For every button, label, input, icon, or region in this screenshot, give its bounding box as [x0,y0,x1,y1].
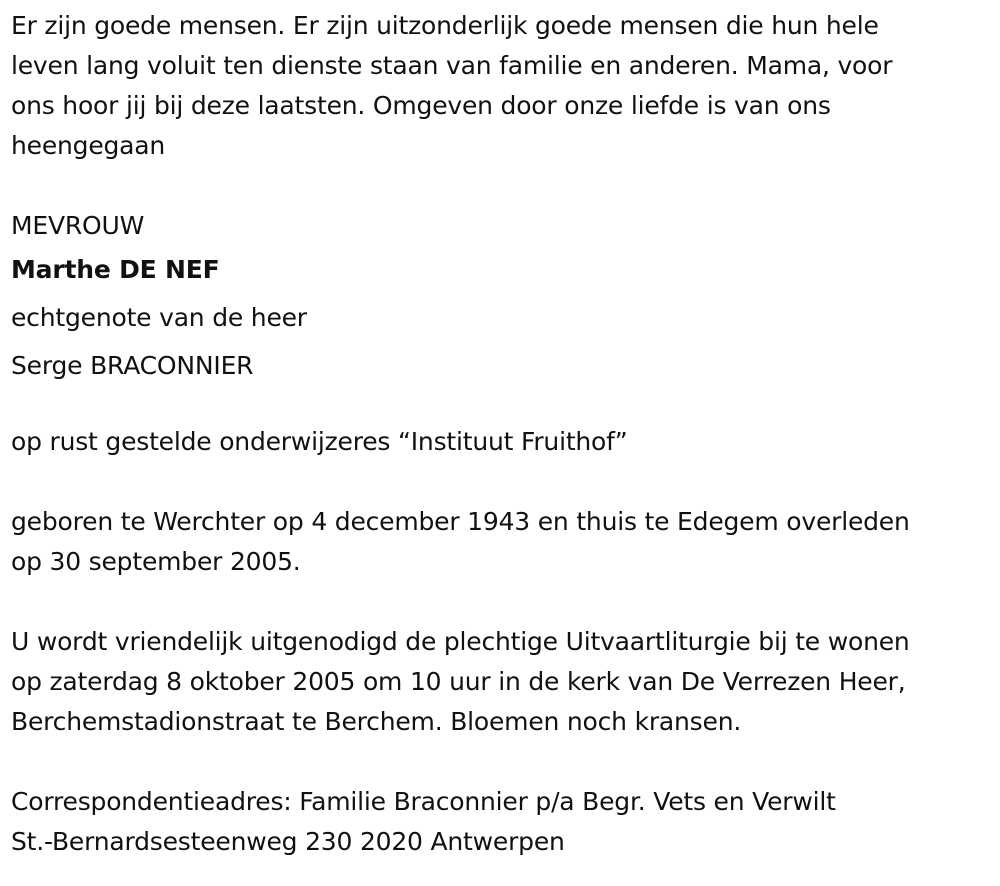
birth-death-line: geboren te Werchter op 4 december 1943 en thuis te Edegem overleden [11,507,910,536]
honorific: MEVROUW [11,211,145,240]
spouse-name: Serge BRACONNIER [11,351,254,380]
death-notice [11,6,996,862]
deceased-block [11,206,996,390]
ceremony-line: U wordt vriendelijk uitgenodigd de plechtige Uitvaartliturgie bij te wonen [11,627,910,656]
birth-death-paragraph [11,502,996,582]
intro-line: heengegaan [11,131,166,160]
deceased-name: Marthe DE NEF [11,255,220,284]
relation-text: echtgenote van de heer [11,303,307,332]
intro-line: leven lang voluit ten dienste staan van familie en anderen. Mama, voor [11,51,893,80]
intro-line: Er zijn goede mensen. Er zijn uitzonderlijk goede mensen die hun hele [11,11,879,40]
correspondence-paragraph [11,782,996,862]
birth-death-line: op 30 september 2005. [11,547,301,576]
ceremony-line: op zaterdag 8 oktober 2005 om 10 uur in de kerk van De Verrezen Heer, [11,667,906,696]
occupation-paragraph [11,422,996,462]
correspondence-line: Correspondentieadres: Familie Braconnier p/a Begr. Vets en Verwilt [11,787,836,816]
intro-line: ons hoor jij bij deze laatsten. Omgeven door onze liefde is van ons [11,91,831,120]
intro-paragraph [11,6,996,166]
ceremony-paragraph [11,622,996,742]
ceremony-line: Berchemstadionstraat te Berchem. Bloemen noch kransen. [11,707,742,736]
occupation-text: op rust gestelde onderwijzeres “Instituut Fruithof” [11,427,628,456]
correspondence-line: St.-Bernardsesteenweg 230 2020 Antwerpen [11,827,565,856]
